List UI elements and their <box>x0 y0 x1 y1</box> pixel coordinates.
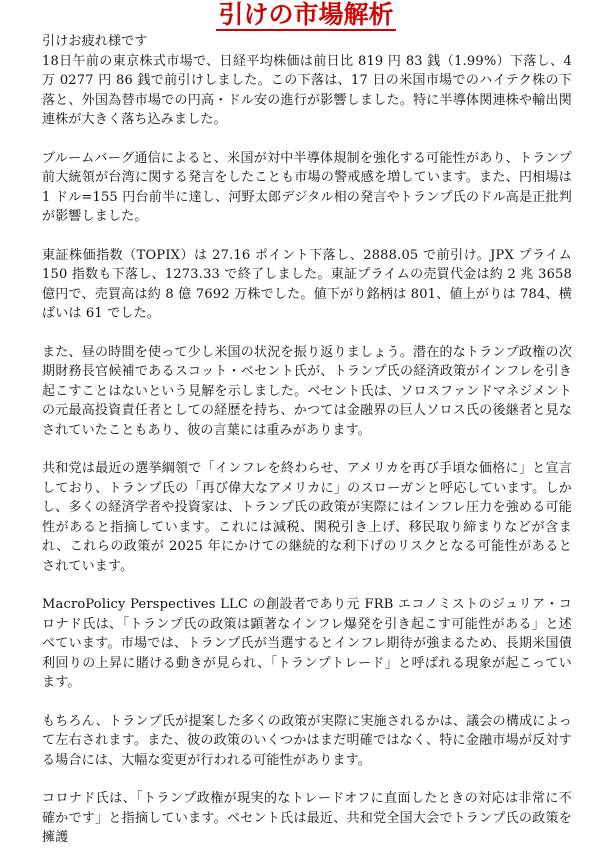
paragraph-2: ブルームバーグ通信によると、米国が対中半導体規制を強化する可能性があり、トランプ前大統領が台湾に関する発言をしたことも市場の警戒感を増しています。また、円相場は 1 ドル=155 円台前半に達し、河野太郎デジタル相の発言やトランプ氏のドル高是正批判が影響しました。 <box>42 150 572 224</box>
greeting-text: 引けお疲れ様です <box>42 34 148 49</box>
paragraph-3: 東証株価指数（TOPIX）は 27.16 ポイント下落し、2888.05 で前引け。JPX プライム 150 指数も下落し、1273.33 で終了しました。東証プライムの売買代金は約 2 兆 3658 億円で、売買高は約 8 億 7692 万株でした。値下がり銘柄は 801、値上がりは 784、横ばいは 61 でした。 <box>42 247 572 321</box>
paragraph-8: コロナド氏は、「トランプ政権が現実的なトレードオフに直面したときの対応は非常に不確かです」と指摘しています。ベセント氏は最近、共和党全国大会でトランプ氏の政策を擁護 <box>42 791 572 845</box>
paragraph-6: MacroPolicy Perspectives LLC の創設者であり元 FRB エコノミストのジュリア・コロナド氏は、「トランプ氏の政策は顕著なインフレ爆発を引き起こす可能性がある」と述べています。市場では、トランプ氏が当選するとインフレ期待が強まるため、長期米国債利回りの上昇に賭ける動きが見られ、「トランプトレード」と呼ばれる現象が起こっています。 <box>42 597 572 690</box>
paragraph-1 <box>42 32 572 130</box>
document-title-text: 引けの市場解析 <box>218 0 394 29</box>
document-title <box>0 0 612 34</box>
document-body <box>42 32 572 867</box>
paragraph-7: もちろん、トランプ氏が提案した多くの政策が実際に実施されるかは、議会の構成によって左右されます。また、彼の政策のいくつかはまだ明確ではなく、特に金融市場が反対する場合には、大幅な変更が行われる可能性があります。 <box>42 713 572 768</box>
paragraph-5: 共和党は最近の選挙綱領で「インフレを終わらせ、アメリカを再び手頃な価格に」と宣言しており、トランプ氏の「再び偉大なアメリカに」のスローガンと呼応しています。しかし、多くの経済学者や投資家は、トランプ氏の政策が実際にはインフレ圧力を強める可能性があると指摘しています。これには減税、関税引き上げ、移民取り締まりなどが含まれ、これらの政策が 2025 年にかけての継続的な利下げのリスクとなる可能性があるとされています。 <box>42 461 572 574</box>
paragraph-4: また、昼の時間を使って少し米国の状況を振り返りましょう。潜在的なトランプ政権の次期財務長官候補であるスコット・ベセント氏が、トランプ氏の経済政策がインフレを引き起こすことはないという見解を示しました。ベセント氏は、ソロスファンドマネジメントの元最高投資責任者としての経歴を持ち、かつては金融界の巨人ソロス氏の後継者と見なされていたこともあり、彼の言葉には重みがあります。 <box>42 344 572 438</box>
paragraph-1-text: 18日午前の東京株式市場で、日経平均株価は前日比 819 円 83 銭（1.99%）下落し、4 万 0277 円 86 銭で前引けしました。この下落は、17 日の米国市場でのハイテク株の下落と、外国為替市場での円高・ドル安の進行が影響しました。特に半導体関連株や輸出関連株が大きく落ち込みました。 <box>42 53 572 127</box>
